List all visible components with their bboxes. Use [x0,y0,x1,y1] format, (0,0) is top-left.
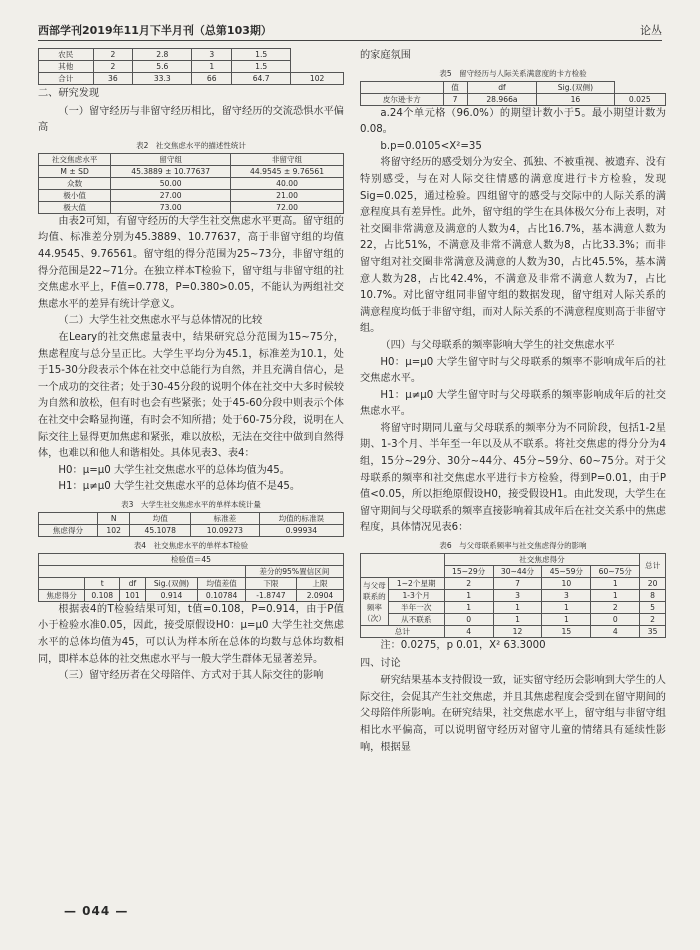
occupation-cell: 1 [192,61,232,73]
hypothesis-h0: H0：μ=μ0 大学生社交焦虑水平的总体均值为45。 [58,464,290,476]
t5-header-cell: Sig.(双侧) [537,81,614,93]
t6-row [361,602,666,614]
t6-cell: 半年一次 [388,602,444,614]
paragraph-chi-square: 将留守经历的感受划分为安全、孤独、不被重视、被遗弃、没有特别感受，与在对人际交往情感的满意度进行卡方检验，发现Sig=0.025，通过检验。四组留守的感受与交际中的人际关系的满意程度具有差异性。此外，留守组的学生在具体极欠分布上表明，对社交圈非常满意及满意的人数为4，占比16.7%，基本满意人数为22，占比51%，不满意及非常不满意人数为8，占比33.3%；而非留守组对社交圈非常满意及满意的人数为30，占比45.5%，基本满意人数为28，占比42.4%，不满意及非常不满意人数为7，占比10.7%。对比留守组同非留守组的数据发现，留守组对人际关系的满意程度均低于非留守组，而对人际关系的不满意程度则高于非留守组。 [360,157,666,335]
t6-cell: 2 [591,602,640,614]
t2-header-cell: 留守组 [111,153,231,165]
paragraph-contact-frequency: 将留守时期同儿童与父母联系的频率分为不同阶段，包括1-2星期、1-3个月、半年至一年以及从不联系。将社交焦虑的得分分为4组，15分~29分、30分~44分、45分~59分、60~75分。对于父母联系的频率和社交焦虑水平进行卡方检验，得到P=0.01，由于P值<0.05，所以拒绝原假设H0，接受假设H1。由此发现，大学生在留守期间与父母联系的频率直接影响着其成年后在社交关系中的焦虑程度，具体情况见表6： [360,422,666,534]
t3-header-cell: N [97,512,129,524]
t5-cell: 7 [443,93,467,105]
section-label: 论丛 [640,24,662,37]
subsection-3-title: （三）留守经历者在父母陪伴、方式对于其人际交往的影响 [58,670,324,682]
t6-cell: 0 [591,614,640,626]
t6-total-row [361,626,666,638]
t3-header-cell: 标准差 [191,512,260,524]
occupation-row [39,73,344,85]
paragraph-leary-scale: 在Leary的社交焦虑量表中，结果研究总分范围为15~75分，焦虑程度与总分呈正比。大学生平均分为45.1，标准差为10.1，处于15-30分段表示个体在社交中总能行为自然，并且充满自信心，是一个成功的交往者；处于30-45分段的说明个体在社交中大多时候较为自然和放松，但有时也会有些紧张；处于45-60分段中则表示个体在社交中会略显拘谨，有时会不知所措；处于60-75分段，说明在人际交往上显得更加焦虑和紧张，难以放松，无法在交往中做到自然得体，也难以和他人和谐相处。具体见表3、表4： [38,331,344,460]
t6-cell: 1 [493,614,542,626]
t6-group-header-cell: 45~59分 [542,566,591,578]
occupation-cell: 2.8 [133,49,192,61]
occupation-row [39,61,344,73]
t6-cell: 1 [591,590,640,602]
occupation-cell: 3 [192,49,232,61]
t2-row [39,189,344,201]
left-column [38,48,344,685]
t2-header-cell: 社交焦虑水平 [39,153,111,165]
occupation-row [39,49,344,61]
occupation-cell: 1.5 [232,49,291,61]
t6-cell: 5 [640,602,666,614]
t3-cell: 102 [97,524,129,536]
t2-cell: 45.3889 ± 10.77637 [111,165,231,177]
t5-row [361,93,666,105]
t5-cell: 0.025 [614,93,665,105]
t5-cell: 16 [537,93,614,105]
hypothesis-h1: H1：μ≠μ0 大学生社交焦虑水平的总体均值不是45。 [58,481,301,493]
t3-header-cell: 均值 [130,512,191,524]
t4-header-cell: t [85,577,120,589]
section-2-title: 二、研究发现 [38,88,100,99]
t2-cell: 73.00 [111,201,231,213]
t2-cell: 72.00 [231,201,344,213]
table-4 [38,553,344,602]
t2-cell: M ± SD [39,165,111,177]
t4-cell: 0.108 [85,589,120,601]
table-2 [38,153,344,214]
t6-cell: 从不联系 [388,614,444,626]
t6-cell: 1 [493,602,542,614]
ci-label: 差分的95%置信区间 [245,565,343,577]
running-header [38,22,662,41]
paragraph-table2-result: 由表2可知，有留守经历的大学生社交焦虑水平更高。留守组的均值、标准差分别为45.3889、10.77637，高于非留守组的均值44.9545、9.76561。留守组的得分范围为25~73分，非留守组的得分范围是22~71分。在独立样本T检验下，留守组与非留守组的社交焦虑水平上，F值=0.778，P=0.380>0.05，不能认为两组社交焦虑水平的差异有统计学意义。 [38,215,344,310]
table-5-note-a: a.24个单元格（96.0%）的期望计数小于5。最小期望计数为0.08。 [360,107,666,136]
t5-header-cell: df [467,81,537,93]
page-number: — 044 — [64,904,129,918]
occupation-cell: 33.3 [133,73,192,85]
t6-total-cell: 15 [542,626,591,638]
t6-cell: 1 [542,602,591,614]
t2-header-cell: 非留守组 [231,153,344,165]
t2-row [39,201,344,213]
t6-cell: 1 [591,578,640,590]
t6-cell: 20 [640,578,666,590]
t3-row [39,524,344,536]
occupation-cell: 5.6 [133,61,192,73]
occupation-cell: 合计 [39,73,94,85]
t4-row [39,589,344,601]
occupation-cell: 64.7 [232,73,291,85]
t2-cell: 27.00 [111,189,231,201]
t2-row [39,177,344,189]
t3-header-cell [39,512,98,524]
table-3-caption: 表3 大学生社交焦虑水平的单样本统计量 [121,499,261,509]
t6-cell: 1~2个星期 [388,578,444,590]
subsection-4-title: （四）与父母联系的频率影响大学生的社交焦虑水平 [380,339,615,351]
t6-row [361,590,666,602]
t6-cell: 3 [542,590,591,602]
t4-header-cell: 下限 [245,577,296,589]
t2-cell: 50.00 [111,177,231,189]
t2-cell: 40.00 [231,177,344,189]
t3-cell: 10.09273 [191,524,260,536]
t2-cell: 极小值 [39,189,111,201]
paragraph-t-test: 根据表4的T检验结果可知，t值=0.108，P=0.914，由于P值小于检验水准0.05，因此，接受原假设H0：μ=μ0 大学生社交焦虑水平的总体均值为45，可以认为样本所在总体的均数与总体均数相同，即样本总体的社交焦虑水平与一般大学生群体无显著差异。 [38,603,344,665]
t4-header-cell: 均值差值 [198,577,246,589]
occupation-table-tail [38,48,344,85]
t6-cell: 3 [493,590,542,602]
t4-cell: 焦虑得分 [39,589,85,601]
t6-total-cell: 4 [444,626,493,638]
t4-cell: 101 [120,589,145,601]
occupation-cell: 66 [192,73,232,85]
hypothesis-r-h1: H1：μ≠μ0 大学生留守时与父母联系的频率影响成年后的社交焦虑水平。 [360,389,666,418]
t4-header-cell [39,577,85,589]
t2-cell: 众数 [39,177,111,189]
t6-group-header-cell: 60~75分 [591,566,640,578]
occupation-cell: 2 [93,61,133,73]
hypothesis-r-h0: H0：μ=μ0 大学生留守时与父母联系的频率不影响成年后的社交焦虑水平。 [360,356,666,385]
table-4-caption: 表4 社交焦虑水平的单样本T检验 [133,540,249,550]
occupation-cell: 农民 [39,49,94,61]
t4-cell: 0.10784 [198,589,246,601]
subsection-2-title: （二）大学生社交焦虑水平与总体情况的比较 [58,315,263,327]
subsection-1-title: （一）留守经历与非留守经历相比，留守经历的交流恐惧水平偏高 [38,105,344,134]
t6-total-cell: 35 [640,626,666,638]
t6-total-cell: 12 [493,626,542,638]
t4-cell: 2.0904 [296,589,343,601]
t3-cell: 焦虑得分 [39,524,98,536]
t5-header-cell [361,81,444,93]
occupation-cell: 1.5 [232,61,291,73]
t6-cell: 8 [640,590,666,602]
occupation-cell: 2 [93,49,133,61]
table-3 [38,512,344,537]
right-column [360,48,666,756]
paragraph-discussion: 研究结果基本支持假设一致，证实留守经历会影响到大学生的人际交往，会促其产生社交焦虑，并且其焦虑程度会受到在留守期间的父母陪伴所影响。在研究结果，社交焦虑水平上，留守组与非留守组相比水平偏高，可以说明留守经历对留守儿童的情绪具有延续性影响，根据显 [360,675,666,753]
journal-title: 西部学刊2019年11月下半月刊（总第103期） [38,24,272,37]
occupation-cell: 其他 [39,61,94,73]
t6-row [361,578,666,590]
t4-header-cell: Sig.(双侧) [145,577,198,589]
table-2-caption: 表2 社交焦虑水平的描述性统计 [136,140,246,150]
t6-cell: 1 [444,590,493,602]
t2-cell: 44.9545 ± 9.76561 [231,165,344,177]
t4-cell: -1.8747 [245,589,296,601]
occupation-cell: 36 [93,73,133,85]
t6-top-label: 社交焦虑得分 [444,554,640,566]
continued-title: 的家庭氛围 [360,50,411,61]
t6-cell: 1-3个月 [388,590,444,602]
table-6-caption: 表6 与父母联系频率与社交焦虑得分的影响 [439,541,587,551]
table-6 [360,553,666,638]
t2-cell: 21.00 [231,189,344,201]
t6-row [361,614,666,626]
t6-total-cell: 总计 [361,626,445,638]
t4-cell: 0.914 [145,589,198,601]
t4-header-cell: df [120,577,145,589]
t2-row [39,165,344,177]
section-4-title: 四、讨论 [360,657,401,669]
t6-cell: 7 [493,578,542,590]
t6-group-header-cell: 30~44分 [493,566,542,578]
t5-cell: 28.966a [467,93,537,105]
t6-total-cell: 4 [591,626,640,638]
t3-header-cell: 均值的标准误 [259,512,343,524]
t6-cell: 2 [640,614,666,626]
t6-total-label: 总计 [640,554,666,578]
t2-cell: 极大值 [39,201,111,213]
t5-header-cell: 值 [443,81,467,93]
t6-cell: 2 [444,578,493,590]
t3-cell: 0.99934 [259,524,343,536]
table-5-note-b: b.p=0.0105<X²=35 [380,140,482,152]
t5-cell: 皮尔逊卡方 [361,93,444,105]
t6-cell: 0 [444,614,493,626]
t6-side-label: 与父母联系的频率（次） [361,578,389,626]
t3-cell: 45.1078 [130,524,191,536]
test-value: 检验值＝45 [39,553,344,565]
occupation-cell: 102 [291,73,344,85]
t4-header-cell: 上限 [296,577,343,589]
t6-cell: 1 [444,602,493,614]
t6-group-header-cell: 15~29分 [444,566,493,578]
t6-cell: 10 [542,578,591,590]
t6-cell: 1 [542,614,591,626]
table-5-caption: 表5 留守经历与人际关系满意度的卡方检验 [439,68,587,78]
table-5 [360,81,666,106]
table-6-note: 注：0.0275，p 0.01，X² 63.3000 [380,640,546,652]
